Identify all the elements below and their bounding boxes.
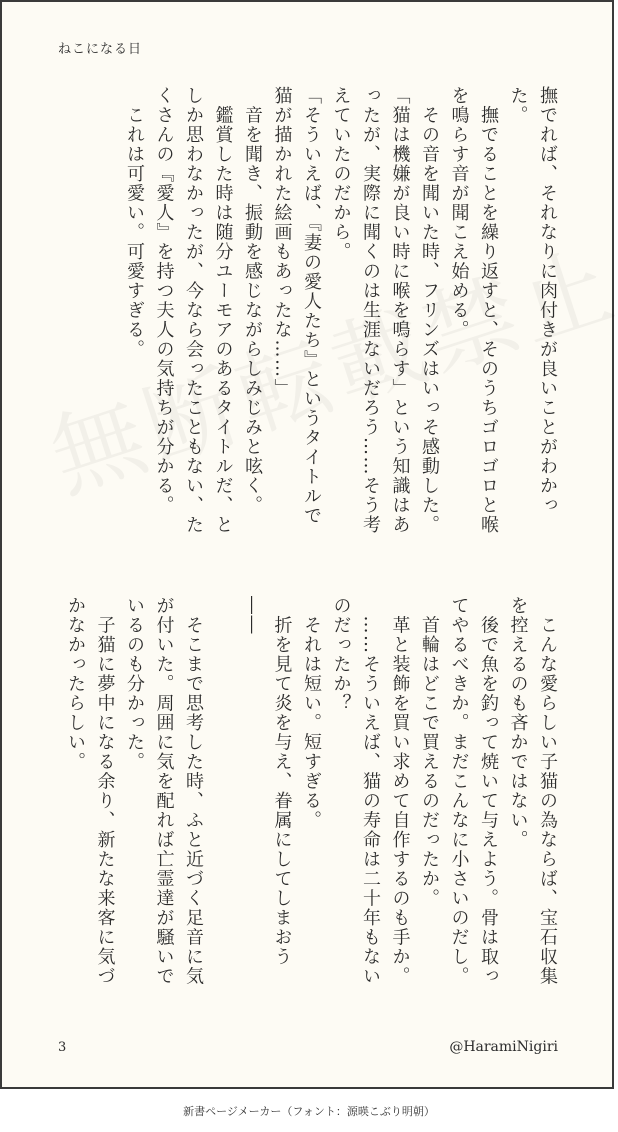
blank-line xyxy=(208,596,238,996)
upper-text-block xyxy=(62,86,562,541)
lower-text-block xyxy=(62,596,562,996)
paragraph: 子猫に夢中になる余り、新たな来客に気づかなかったらしい。 xyxy=(65,596,116,986)
paragraph: 首輪はどこで買えるのだったか。 xyxy=(419,596,440,908)
paragraph: そこまで思考した時、ふと近づく足音に気が付いた。周囲に気を配れば亡霊達が騒いでいるのも分かった。 xyxy=(124,596,204,986)
paragraph: 「そういえば、『妻の愛人たち』というタイトルで猫が描かれた絵画もあったな……」 xyxy=(271,86,322,526)
generator-credit: 新書ページメーカー（フォント：源暎こぶり明朝） xyxy=(183,1105,435,1118)
paragraph: これは可愛い。可愛すぎる。 xyxy=(124,86,145,359)
paragraph: ……そういえば、猫の寿命は二十年もないのだったか？ xyxy=(330,596,381,986)
paragraph: 後で魚を釣って焼いて与えよう。骨は取ってやるべきか。まだこんなに小さいのだし。 xyxy=(448,596,499,986)
paragraph: 革と装飾を買い求めて自作するのも手か。 xyxy=(389,596,411,986)
page-title: ねこになる日 xyxy=(58,42,143,57)
paragraph: 鑑賞した時は随分ユーモアのあるタイトルだ、としか思わなかったが、今なら会ったこともない、たくさんの『愛人』を持つ夫人の気持ちが分かる。 xyxy=(153,86,234,535)
paragraph: 音を聞き、振動を感じながらしみじみと呟く。 xyxy=(242,86,263,515)
paragraph: 撫でれば、それなりに肉付きが良いことがわかった。 xyxy=(507,86,558,515)
paragraph: 「猫は機嫌が良い時に喉を鳴らす」という知識はあったが、実際に聞くのは生涯ないだろう……そう考えていたのだから。 xyxy=(330,86,411,535)
paragraph: 折を見て炎を与え、眷属にしてしまおう―― xyxy=(242,596,293,967)
paragraph: それは短い。短すぎる。 xyxy=(301,596,322,830)
page-number: 3 xyxy=(58,1040,67,1055)
paragraph: こんな愛らしい子猫の為ならば、宝石収集を控えるのも吝かではない。 xyxy=(507,596,558,986)
paragraph: 撫でることを繰り返すと、そのうちゴロゴロと喉を鳴らす音が聞こえ始める。 xyxy=(448,86,499,535)
paragraph: その音を聞いた時、フリンズはいっそ感動した。 xyxy=(419,86,440,535)
author-handle: @HaramiNigiri xyxy=(449,1039,558,1055)
